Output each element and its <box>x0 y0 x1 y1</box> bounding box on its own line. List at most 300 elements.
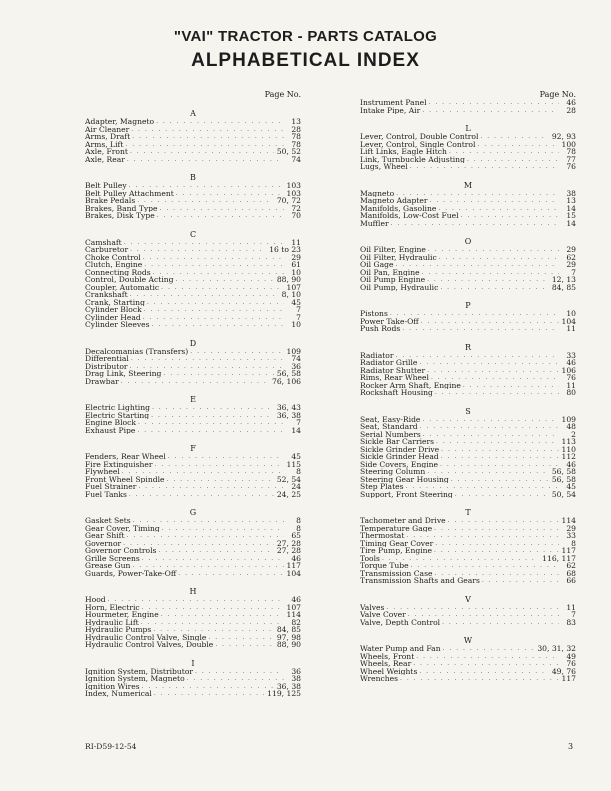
entry-name: Grille Screens <box>85 554 140 562</box>
leader-dots <box>409 562 559 570</box>
entry-name: Crankshaft <box>85 291 128 299</box>
entry-pages: 62 <box>566 562 576 570</box>
entry-name: Lift Links, Eagle Hitch <box>360 148 447 156</box>
index-entry <box>360 525 576 533</box>
index-entry <box>85 254 301 262</box>
entry-pages: 12, 13 <box>551 276 576 284</box>
section-letter: V <box>465 594 471 604</box>
index-entry <box>360 668 576 676</box>
index-entry <box>85 517 301 525</box>
entry-name: Lever, Control, Double Control <box>360 133 479 141</box>
leader-dots <box>166 453 284 461</box>
entry-name: Governor Controls <box>85 547 157 555</box>
leader-dots <box>420 269 559 277</box>
leader-dots <box>425 468 549 476</box>
entry-name: Camshaft <box>85 238 122 246</box>
entry-name: Pistons <box>360 310 388 318</box>
index-entry <box>85 404 301 412</box>
leader-dots <box>432 525 559 533</box>
entry-name: Hood <box>85 596 106 604</box>
entry-pages: 74 <box>291 355 301 363</box>
section-letter: P <box>465 301 471 310</box>
entry-pages: 7 <box>571 268 576 276</box>
entry-name: Temperature Gage <box>360 524 433 532</box>
entry-pages: 97, 98 <box>276 633 301 641</box>
entry-pages: 33 <box>566 351 576 359</box>
index-entry <box>360 446 576 454</box>
index-column-right <box>360 90 576 683</box>
index-section <box>360 124 576 171</box>
index-entry <box>85 141 301 149</box>
entry-pages: 48 <box>566 423 576 431</box>
entry-name: Ignition System, Magneto <box>85 675 185 683</box>
section-letter: A <box>190 109 196 118</box>
leader-dots <box>384 604 559 612</box>
entry-name: Connecting Rods <box>85 268 151 276</box>
entry-pages: 46 <box>291 554 301 562</box>
leader-dots <box>152 690 264 698</box>
leader-dots <box>193 668 284 676</box>
leader-dots <box>127 491 274 499</box>
entry-name: Oil Pan, Engine <box>360 268 420 276</box>
entry-name: Axle, Rear <box>85 155 125 163</box>
entry-name: Horn, Electric <box>85 603 140 611</box>
entry-pages: 56, 58 <box>276 370 301 378</box>
entry-pages: 66 <box>566 577 576 585</box>
entry-name: Valve, Depth Control <box>360 618 441 626</box>
entry-pages: 92, 93 <box>551 133 576 141</box>
index-entry <box>360 220 576 228</box>
entry-name: Link, Turnbuckle Adjusting <box>360 155 465 163</box>
leader-dots <box>411 660 559 668</box>
entry-name: Seat, Standard <box>360 423 418 431</box>
index-entry <box>360 352 576 360</box>
entry-pages: 107 <box>286 603 301 611</box>
entry-name: Axle, Front <box>85 148 128 156</box>
entry-pages: 10 <box>566 310 576 318</box>
index-entry <box>85 453 301 461</box>
index-entry <box>85 461 301 469</box>
entry-name: Gear Shift <box>85 532 125 540</box>
entry-pages: 117 <box>561 547 576 555</box>
page-number: 3 <box>568 742 574 751</box>
entry-name: Side Covers, Engine <box>360 460 439 468</box>
index-entry <box>85 363 301 371</box>
leader-dots <box>149 412 274 420</box>
entry-name: Push Rods <box>360 325 401 333</box>
entry-pages: 112 <box>561 453 576 461</box>
entry-name: Belt Pulley Attachment <box>85 189 174 197</box>
entry-pages: 11 <box>291 238 301 246</box>
index-entry <box>85 427 301 435</box>
index-entry <box>360 325 576 333</box>
index-entry <box>360 389 576 397</box>
index-entry <box>360 453 576 461</box>
index-section <box>360 181 576 228</box>
index-column-left <box>85 90 301 698</box>
entry-name: Choke Control <box>85 253 141 261</box>
entry-pages: 38 <box>291 675 301 683</box>
entry-pages: 49 <box>566 652 576 660</box>
leader-dots <box>389 220 559 228</box>
entry-name: Hydraulic Control Valves, Double <box>85 641 214 649</box>
entry-pages: 56, 58 <box>551 468 576 476</box>
index-entry <box>85 634 301 642</box>
index-entry <box>360 197 576 205</box>
index-entry <box>85 133 301 141</box>
index-entry <box>360 611 576 619</box>
leader-dots <box>140 683 274 691</box>
leader-dots <box>425 276 549 284</box>
section-letter: R <box>464 342 472 352</box>
index-entry <box>85 182 301 190</box>
entry-name: Support, Front Steering <box>360 490 453 498</box>
index-section <box>85 339 301 386</box>
index-entry <box>85 604 301 612</box>
entry-name: Steering Gear Housing <box>360 475 449 483</box>
index-section <box>85 444 301 498</box>
entry-name: Flywheel <box>85 468 120 476</box>
index-entry <box>360 577 576 585</box>
entry-pages: 11 <box>566 325 576 333</box>
index-entry <box>360 141 576 149</box>
leader-dots <box>428 197 560 205</box>
entry-name: Governor <box>85 539 122 547</box>
index-entry <box>360 190 576 198</box>
leader-dots <box>128 246 266 254</box>
entry-pages: 36, 38 <box>276 682 301 690</box>
section-letter: I <box>191 658 195 668</box>
entry-name: Arms, Draft <box>85 133 131 141</box>
entry-name: Seat, Easy-Ride <box>360 415 421 423</box>
leader-dots <box>465 156 559 164</box>
leader-dots <box>432 570 559 578</box>
index-entry <box>360 310 576 318</box>
leader-dots <box>151 626 274 634</box>
entry-name: Gasket Sets <box>85 517 131 525</box>
index-entry <box>360 99 576 107</box>
index-entry <box>85 276 301 284</box>
entry-pages: 68 <box>566 569 576 577</box>
index-entry <box>360 555 576 563</box>
leader-dots <box>414 653 559 661</box>
index-entry <box>85 468 301 476</box>
entry-name: Hydraulic Pumps <box>85 626 152 634</box>
index-entry <box>360 148 576 156</box>
leader-dots <box>135 197 274 205</box>
entry-pages: 70, 72 <box>276 197 301 205</box>
section-letter: O <box>464 237 472 246</box>
index-entry <box>360 491 576 499</box>
entry-name: Wheels, Front <box>360 652 415 660</box>
entry-pages: 50, 52 <box>276 148 301 156</box>
entry-name: Hydraulic Control Valve, Single <box>85 633 207 641</box>
entry-name: Transmission Shafts and Gears <box>360 577 480 585</box>
entry-pages: 84, 85 <box>551 283 576 291</box>
entry-name: Wheel Weights <box>360 667 418 675</box>
index-entry <box>360 359 576 367</box>
catalog-title: "VAI" TRACTOR - PARTS CATALOG <box>173 28 438 45</box>
entry-pages: 110 <box>561 445 576 453</box>
leader-dots <box>400 325 559 333</box>
leader-dots <box>174 276 274 284</box>
leader-dots <box>394 352 560 360</box>
index-entry <box>85 641 301 649</box>
section-letter: T <box>465 508 471 517</box>
entry-name: Decalcomanias (Transfers) <box>85 347 189 355</box>
entry-name: Fenders, Rear Wheel <box>85 453 166 461</box>
entry-name: Gear Cover, Timing <box>85 524 160 532</box>
entry-name: Carburetor <box>85 246 129 254</box>
page-no-header: Page No. <box>539 90 576 99</box>
entry-pages: 36, 38 <box>276 411 301 419</box>
index-section <box>85 395 301 434</box>
entry-pages: 27, 28 <box>276 547 301 555</box>
index-entry <box>85 156 301 164</box>
entry-pages: 65 <box>291 532 301 540</box>
index-section <box>360 99 576 114</box>
entry-pages: 36 <box>291 362 301 370</box>
leader-dots <box>420 107 559 115</box>
index-entry <box>360 212 576 220</box>
leader-dots <box>142 261 284 269</box>
leader-dots <box>426 246 559 254</box>
entry-pages: 103 <box>286 182 301 190</box>
leader-dots <box>213 641 274 649</box>
section-letter: B <box>190 173 196 182</box>
leader-dots <box>145 299 284 307</box>
index-entry <box>360 276 576 284</box>
entry-pages: 50, 54 <box>551 490 576 498</box>
entry-name: Engine Block <box>85 419 136 427</box>
entry-pages: 109 <box>286 347 301 355</box>
entry-name: Sickle Grinder Drive <box>360 445 440 453</box>
entry-name: Sickle Grinder Head <box>360 453 439 461</box>
leader-dots <box>388 310 559 318</box>
leader-dots <box>433 540 559 548</box>
leader-dots <box>141 314 284 322</box>
entry-name: Ignition System, Distributor <box>85 667 194 675</box>
entry-name: Radiator Shutter <box>360 366 426 374</box>
entry-name: Step Plates <box>360 483 404 491</box>
entry-pages: 49, 76 <box>551 667 576 675</box>
entry-name: Lugs, Wheel <box>360 163 408 171</box>
entry-pages: 46 <box>566 99 576 107</box>
entry-name: Cylinder Head <box>85 313 141 321</box>
leader-dots <box>158 205 284 213</box>
entry-name: Guards, Power-Take-Off <box>85 569 177 577</box>
index-entry <box>85 261 301 269</box>
entry-name: Wheels, Rear <box>360 660 412 668</box>
index-entry <box>85 355 301 363</box>
leader-dots <box>139 619 284 627</box>
index-section <box>360 595 576 627</box>
leader-dots <box>154 118 284 126</box>
index-entry <box>360 570 576 578</box>
entry-pages: 104 <box>561 317 576 325</box>
entry-name: Manifolds, Gasoline <box>360 204 437 212</box>
entry-name: Control, Double Acting <box>85 276 174 284</box>
leader-dots <box>404 532 559 540</box>
entry-pages: 11 <box>566 603 576 611</box>
entry-pages: 13 <box>566 197 576 205</box>
section-letter: L <box>465 124 471 133</box>
entry-pages: 8 <box>296 524 301 532</box>
entry-name: Differential <box>85 355 129 363</box>
entry-pages: 7 <box>296 306 301 314</box>
leader-dots <box>380 555 539 563</box>
entry-name: Hydraulic Lift <box>85 618 139 626</box>
entry-pages: 33 <box>566 532 576 540</box>
leader-dots <box>122 239 284 247</box>
index-entry <box>85 690 301 698</box>
entry-pages: 10 <box>291 268 301 276</box>
section-letter: W <box>463 636 473 645</box>
entry-pages: 14 <box>566 204 576 212</box>
index-entry <box>360 547 576 555</box>
entry-pages: 14 <box>566 219 576 227</box>
index-section <box>85 587 301 649</box>
leader-dots <box>151 269 284 277</box>
entry-pages: 29 <box>566 246 576 254</box>
section-letter: E <box>190 395 196 404</box>
leader-dots <box>153 461 284 469</box>
entry-pages: 16 to 23 <box>269 246 301 254</box>
index-section <box>360 407 576 499</box>
entry-pages: 100 <box>561 140 576 148</box>
index-entry <box>85 284 301 292</box>
entry-pages: 24 <box>291 483 301 491</box>
index-entry <box>85 540 301 548</box>
entry-name: Brake Pedals <box>85 197 136 205</box>
leader-dots <box>434 438 558 446</box>
index-section <box>85 173 301 220</box>
leader-dots <box>155 212 284 220</box>
entry-name: Fuel Strainer <box>85 483 137 491</box>
leader-dots <box>393 261 559 269</box>
index-entry <box>360 416 576 424</box>
section-letter: S <box>465 406 471 416</box>
leader-dots <box>188 348 283 356</box>
entry-pages: 88, 90 <box>276 641 301 649</box>
entry-name: Valve Cover <box>360 611 406 619</box>
index-entry <box>360 367 576 375</box>
entry-pages: 8 <box>571 539 576 547</box>
index-entry <box>360 269 576 277</box>
index-section <box>360 237 576 291</box>
leader-dots <box>419 318 559 326</box>
index-entry <box>360 156 576 164</box>
leader-dots <box>129 126 284 134</box>
index-section <box>85 230 301 329</box>
entry-name: Thermostat <box>360 532 405 540</box>
index-entry <box>85 683 301 691</box>
index-entry <box>85 491 301 499</box>
leader-dots <box>156 547 273 555</box>
entry-pages: 77 <box>566 155 576 163</box>
section-letter: D <box>189 338 197 348</box>
entry-pages: 103 <box>286 189 301 197</box>
entry-pages: 114 <box>286 611 301 619</box>
entry-name: Air Cleaner <box>85 125 130 133</box>
entry-name: Drag Link, Steering <box>85 370 162 378</box>
index-entry <box>360 468 576 476</box>
entry-pages: 117 <box>286 562 301 570</box>
leader-dots <box>427 99 559 107</box>
leader-dots <box>130 562 283 570</box>
leader-dots <box>159 284 283 292</box>
index-entry <box>85 378 301 386</box>
entry-name: Magneto Adapter <box>360 197 428 205</box>
index-entry <box>85 483 301 491</box>
entry-name: Grease Gun <box>85 562 131 570</box>
entry-name: Steering Column <box>360 468 426 476</box>
index-section <box>360 343 576 397</box>
leader-dots <box>417 668 549 676</box>
entry-pages: 13 <box>291 118 301 126</box>
entry-pages: 109 <box>561 415 576 423</box>
index-entry <box>360 540 576 548</box>
index-entry <box>360 133 576 141</box>
section-letter: H <box>189 587 197 596</box>
index-entry <box>360 461 576 469</box>
leader-dots <box>128 363 284 371</box>
entry-pages: 76 <box>566 660 576 668</box>
entry-pages: 38 <box>566 189 576 197</box>
index-entry <box>360 246 576 254</box>
leader-dots <box>449 476 549 484</box>
leader-dots <box>121 540 274 548</box>
entry-name: Muffler <box>360 219 389 227</box>
entry-name: Crank, Starting <box>85 298 145 306</box>
leader-dots <box>436 205 559 213</box>
entry-name: Torque Tube <box>360 562 409 570</box>
index-entry <box>85 412 301 420</box>
leader-dots <box>106 596 284 604</box>
entry-name: Distributor <box>85 362 128 370</box>
leader-dots <box>447 148 559 156</box>
section-letter: G <box>189 508 197 517</box>
index-entry <box>85 370 301 378</box>
leader-dots <box>425 367 558 375</box>
entry-pages: 8, 10 <box>281 291 301 299</box>
leader-dots <box>406 611 559 619</box>
index-entry <box>360 660 576 668</box>
index-entry <box>360 532 576 540</box>
entry-pages: 52, 54 <box>276 475 301 483</box>
index-entry <box>85 246 301 254</box>
entry-pages: 114 <box>561 517 576 525</box>
entry-pages: 84, 85 <box>276 626 301 634</box>
index-entry <box>85 675 301 683</box>
leader-dots <box>165 476 274 484</box>
index-entry <box>85 570 301 578</box>
entry-name: Index, Numerical <box>85 690 152 698</box>
entry-pages: 27, 28 <box>276 539 301 547</box>
entry-pages: 113 <box>561 438 576 446</box>
leader-dots <box>429 374 559 382</box>
leader-dots <box>129 355 284 363</box>
entry-name: Rocker Arm Shaft, Engine <box>360 381 461 389</box>
entry-name: Intake Pipe, Air <box>360 106 421 114</box>
leader-dots <box>140 555 284 563</box>
leader-dots <box>136 419 284 427</box>
index-section <box>85 109 301 163</box>
index-entry <box>85 562 301 570</box>
index-entry <box>360 374 576 382</box>
index-entry <box>85 611 301 619</box>
entry-name: Lever, Control, Single Control <box>360 140 476 148</box>
